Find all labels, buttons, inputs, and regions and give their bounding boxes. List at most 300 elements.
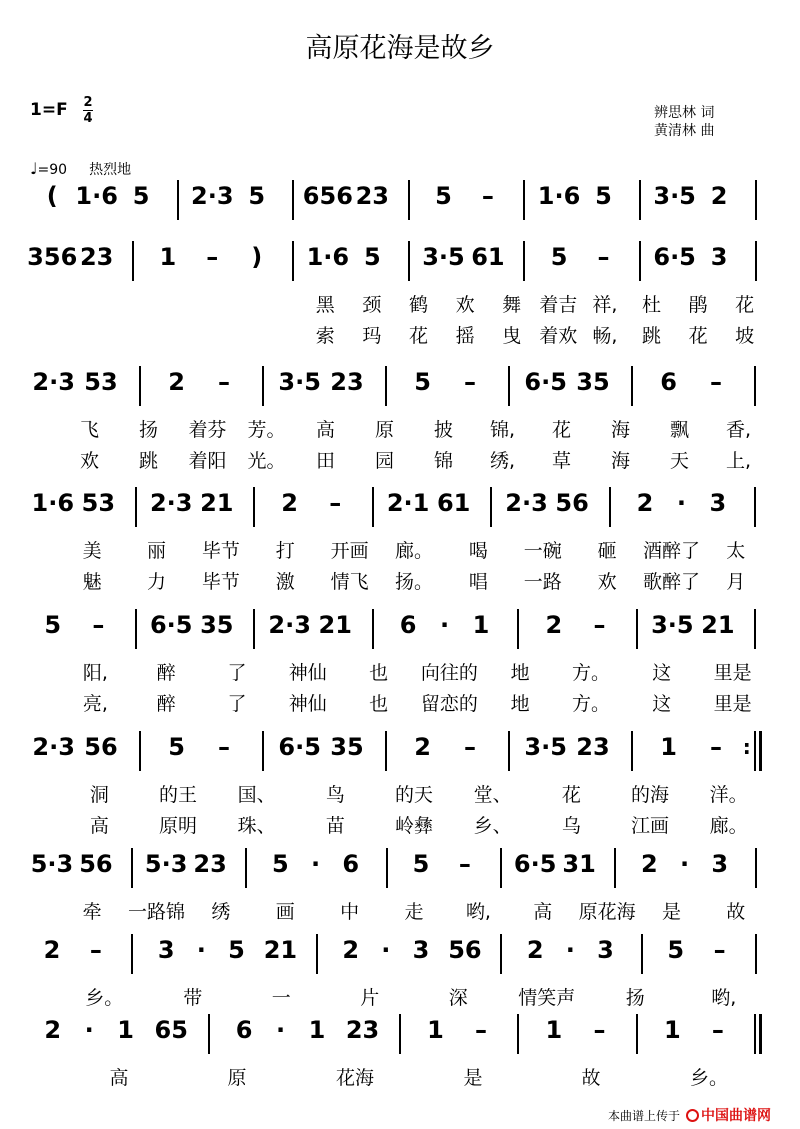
dash: – (217, 733, 230, 761)
note-group: 23 (330, 368, 364, 396)
lyric-word: 原 (227, 1067, 247, 1089)
note-group: 6·5 (513, 850, 557, 878)
lyric-word: 醉 (156, 693, 176, 715)
notes-row (0, 609, 800, 649)
lyric-word: 深 (448, 987, 468, 1009)
lyric-word: 向往的 (420, 662, 478, 684)
barline (262, 731, 264, 771)
barline (755, 848, 757, 888)
dash: – (597, 243, 610, 271)
note-group: 1 (663, 1016, 681, 1044)
lyric-word: 的天 (394, 784, 434, 806)
lyric-word: 索 (315, 325, 335, 347)
note-group: 2·3 (149, 489, 193, 517)
notes-row (0, 1014, 800, 1054)
note-group: · (310, 850, 321, 878)
lyric-line (0, 418, 800, 446)
note-group: 5 (435, 182, 452, 210)
lyric-word: 的海 (630, 784, 670, 806)
lyric-word: 欢 (455, 294, 475, 316)
lyric-word: 香, (725, 419, 752, 441)
note-group: 5 (363, 243, 381, 271)
barline (408, 180, 410, 220)
lyric-word: 摇 (455, 325, 475, 347)
barline (372, 487, 374, 527)
lyric-word: 一路 (523, 571, 562, 593)
barline (639, 241, 641, 281)
lyric-word: 锦 (433, 450, 454, 472)
time-signature-top: 2 (83, 95, 93, 110)
note-group: 23 (576, 733, 610, 761)
lyric-word: 洞 (89, 784, 109, 806)
note-group: 3 (711, 850, 729, 878)
lyric-word: 花 (735, 294, 755, 316)
lyric-word: 堂、 (473, 784, 512, 806)
note-group: 61 (436, 489, 471, 517)
lyric-word: 廊。 (709, 815, 748, 837)
barline (253, 609, 255, 649)
lyric-word: 江画 (630, 815, 670, 837)
lyric-word: 地 (510, 693, 530, 715)
note-group: 2 (43, 936, 61, 964)
barline (754, 609, 756, 649)
lyric-word: 杜 (641, 294, 662, 316)
lyric-word: 哟, (465, 901, 491, 923)
lyric-word: 玛 (362, 325, 382, 347)
lyric-word: 跳 (138, 450, 159, 472)
lyric-word: 花 (561, 784, 581, 806)
barline (508, 731, 510, 771)
dash: – (329, 489, 342, 517)
lyric-word: 扬。 (394, 571, 434, 593)
lyric-word: 岭彝 (394, 815, 434, 837)
lyric-word: 太 (726, 540, 746, 562)
lyric-word: 打 (275, 540, 295, 562)
note-group: 3·5 (422, 243, 465, 271)
note-group: 23 (193, 850, 227, 878)
note-group: 35 (576, 368, 610, 396)
note-group: · (275, 1016, 286, 1044)
lyric-word: 颈 (362, 294, 382, 316)
lyric-word: 画 (275, 901, 295, 923)
barline (755, 180, 757, 220)
note-group: 5 (228, 936, 245, 964)
note-group: 2·1 (386, 489, 430, 517)
note-group: 3·5 (653, 182, 696, 210)
lyric-word: 廊。 (394, 540, 434, 562)
lyric-word: 黑 (315, 294, 335, 316)
lyric-word: 高 (315, 419, 336, 441)
note-group: 2 (526, 936, 544, 964)
note-group: 5 (667, 936, 685, 964)
lyric-word: 芳。 (247, 419, 286, 441)
note-group: 3·5 (278, 368, 321, 396)
note-group: 3 (597, 936, 614, 964)
lyric-word: 阳, (82, 662, 108, 684)
barline (755, 934, 757, 974)
lyric-line (0, 1066, 800, 1094)
note-group: 2·3 (268, 611, 311, 639)
lyric-line (0, 324, 800, 352)
lyric-word: 高 (109, 1067, 129, 1089)
note-group: 2 (281, 489, 299, 517)
barline (135, 487, 137, 527)
lyric-word: 地 (510, 662, 530, 684)
lyric-word: 曳 (502, 325, 522, 347)
note-group: 6 (399, 611, 417, 639)
lyric-word: 方。 (571, 693, 611, 715)
lyric-word: 光。 (247, 450, 286, 472)
lyric-line (0, 900, 800, 928)
note-group: 3 (157, 936, 175, 964)
lyric-word: 乡。 (689, 1067, 729, 1089)
note-group: 2 (636, 489, 654, 517)
lyric-line (0, 986, 800, 1014)
lyric-word: 着芬 (188, 419, 227, 441)
lyric-word: 鸟 (325, 784, 345, 806)
lyric-word: 着欢 (539, 325, 578, 347)
note-group: 1 (545, 1016, 563, 1044)
note-group: 2 (545, 611, 563, 639)
lyric-word: 花 (551, 419, 572, 441)
note-group: 23 (345, 1016, 380, 1044)
lyric-word: 上, (725, 450, 752, 472)
lyric-word: 是 (661, 901, 681, 923)
note-group: 21 (263, 936, 298, 964)
barline (131, 934, 133, 974)
lyric-word: 一碗 (523, 540, 562, 562)
barline (614, 848, 616, 888)
lyric-line (0, 570, 800, 598)
lyric-line (0, 814, 800, 842)
notes-row (0, 180, 800, 220)
dash: – (593, 611, 606, 639)
lyric-word: 欢 (597, 571, 617, 593)
lyric-word: 乌 (561, 815, 581, 837)
barline (609, 487, 611, 527)
lyric-word: 园 (374, 450, 395, 472)
bracket: ( (46, 182, 58, 210)
lyric-word: 一路锦 (128, 901, 186, 923)
barline (636, 609, 638, 649)
lyric-line (0, 539, 800, 567)
note-group: · (84, 1016, 94, 1044)
lyric-word: 美 (82, 540, 102, 562)
lyric-word: 方。 (571, 662, 611, 684)
note-group: 1 (472, 611, 490, 639)
note-group: · (381, 936, 391, 964)
dash: – (92, 611, 105, 639)
note-group: 65 (154, 1016, 188, 1044)
barline (385, 731, 387, 771)
lyric-word: 绣 (211, 901, 231, 923)
dash: – (458, 850, 471, 878)
dash: – (463, 368, 476, 396)
lyric-word: 飞 (79, 419, 100, 441)
note-group: 53 (84, 368, 118, 396)
lyric-line (0, 661, 800, 689)
lyric-word: 洋。 (709, 784, 748, 806)
lyric-word: 片 (360, 987, 380, 1009)
lyric-word: 亮, (82, 693, 108, 715)
note-group: 5 (44, 611, 62, 639)
note-group: 5·3 (30, 850, 74, 878)
end-barline (754, 731, 756, 771)
composer-credit: 黄清林 曲 (654, 123, 715, 139)
site-logo-icon (686, 1109, 699, 1122)
dash: – (481, 182, 494, 210)
barline (517, 609, 519, 649)
lyric-word: 力 (147, 571, 167, 593)
lyric-word: 草 (551, 450, 572, 472)
lyric-word: 原明 (158, 815, 198, 837)
note-group: 3·5 (651, 611, 694, 639)
lyric-word: 国、 (237, 784, 276, 806)
note-group: 5 (412, 850, 430, 878)
dash: – (709, 368, 722, 396)
lyric-word: 跳 (641, 325, 662, 347)
lyric-word: 锦, (489, 419, 516, 441)
lyric-word: 醉 (156, 662, 176, 684)
lyric-word: 鹤 (408, 294, 429, 316)
lyric-word: 牵 (82, 901, 102, 923)
dash: – (593, 1016, 606, 1044)
note-group: 21 (701, 611, 735, 639)
note-group: 56 (448, 936, 482, 964)
note-group: 61 (471, 243, 505, 271)
note-group: 6·5 (149, 611, 193, 639)
barline (517, 1014, 519, 1054)
note-group: 5 (132, 182, 150, 210)
barline (316, 934, 318, 974)
note-group: 31 (562, 850, 596, 878)
barline (292, 241, 294, 281)
lyricist-credit: 辨思林 词 (654, 105, 715, 121)
note-group: 5 (272, 850, 289, 878)
barline (245, 848, 247, 888)
lyric-word: 也 (369, 693, 389, 715)
lyric-word: 的王 (158, 784, 198, 806)
lyric-word: 乡、 (473, 815, 512, 837)
tempo-marking (30, 159, 131, 179)
lyric-word: 酒醉了 (642, 540, 700, 562)
lyric-word: 珠、 (237, 815, 276, 837)
lyric-word: 神仙 (288, 693, 327, 715)
barline (385, 366, 387, 406)
lyric-word: 鹃 (688, 294, 708, 316)
lyric-word: 祥, (592, 294, 618, 316)
note-group: 2 (414, 733, 431, 761)
dash: – (206, 243, 219, 271)
lyric-word: 舞 (502, 294, 522, 316)
note-group: 1 (660, 733, 677, 761)
footer (608, 1105, 771, 1125)
note-group: 2 (44, 1016, 62, 1044)
note-group: 5·3 (144, 850, 188, 878)
barline (754, 366, 756, 406)
note-group: 6 (235, 1016, 253, 1044)
lyric-word: 唱 (468, 571, 488, 593)
lyric-line (0, 293, 800, 321)
barline (641, 934, 643, 974)
lyric-word: 原 (374, 419, 395, 441)
note-group: 2·3 (505, 489, 548, 517)
barline (754, 487, 756, 527)
barline (386, 848, 388, 888)
lyric-word: 乡。 (85, 987, 124, 1009)
note-group: 6·5 (653, 243, 696, 271)
lyric-word: 扬 (138, 419, 159, 441)
note-group: 2·3 (32, 368, 75, 396)
lyric-word: 留恋的 (420, 693, 478, 715)
note-group: 21 (318, 611, 352, 639)
dash: – (711, 1016, 724, 1044)
lyric-word: 苗 (325, 815, 345, 837)
repeat-dots: : (742, 735, 751, 759)
lyric-word: 高 (89, 815, 109, 837)
note-group: 5 (168, 733, 185, 761)
note-group: 5 (248, 182, 266, 210)
lyric-word: 高 (533, 901, 553, 923)
note-group: 1 (159, 243, 177, 271)
note-group: 3 (412, 936, 430, 964)
lyric-word: 月 (726, 571, 746, 593)
barline (490, 487, 492, 527)
barline (253, 487, 255, 527)
key-signature: 1=F (30, 100, 68, 120)
note-group: 3·5 (524, 733, 567, 761)
notes-row (0, 848, 800, 888)
dash: – (89, 936, 102, 964)
note-group: 2 (710, 182, 728, 210)
lyric-word: 了 (227, 693, 247, 715)
note-group: 2·3 (191, 182, 234, 210)
lyric-word: 这 (652, 662, 672, 684)
tempo-expression: 热烈地 (89, 162, 132, 178)
site-name: 中国曲谱网 (701, 1108, 772, 1124)
lyric-word: 坡 (735, 325, 755, 347)
lyric-word: 是 (463, 1067, 483, 1089)
end-barline-thick (759, 1014, 762, 1054)
lyric-word: 这 (652, 693, 672, 715)
end-barline-thick (759, 731, 762, 771)
lyric-line (0, 783, 800, 811)
note-group: 1 (427, 1016, 444, 1044)
lyric-word: 了 (227, 662, 247, 684)
end-barline (754, 1014, 756, 1054)
dash: – (713, 936, 726, 964)
lyric-word: 带 (183, 987, 203, 1009)
bracket: ) (251, 243, 263, 271)
barline (372, 609, 374, 649)
barline (523, 241, 525, 281)
lyric-word: 走 (404, 901, 424, 923)
barline (755, 241, 757, 281)
lyric-word: 哟, (711, 987, 737, 1009)
lyric-word: 海 (610, 419, 631, 441)
upload-text: 本曲谱上传于 (608, 1109, 681, 1123)
note-group: · (565, 936, 575, 964)
notes-row (0, 731, 800, 771)
lyric-word: 魅 (82, 571, 102, 593)
barline (139, 366, 141, 406)
note-group: 3 (710, 243, 728, 271)
note-group: 1 (308, 1016, 326, 1044)
note-group: · (676, 489, 686, 517)
notes-row (0, 934, 800, 974)
barline (135, 609, 137, 649)
note-group: · (439, 611, 450, 639)
lyric-word: 花 (688, 325, 708, 347)
lyric-word: 毕节 (201, 571, 240, 593)
note-group: · (679, 850, 690, 878)
lyric-line (0, 449, 800, 477)
lyric-word: 着阳 (188, 450, 227, 472)
lyric-word: 披 (433, 419, 454, 441)
note-group: 5 (595, 182, 612, 210)
note-group: 2 (342, 936, 360, 964)
lyric-word: 一 (271, 987, 291, 1009)
barline (523, 180, 525, 220)
lyric-word: 里是 (713, 662, 752, 684)
lyric-line (0, 692, 800, 720)
note-group: 53 (81, 489, 116, 517)
barline (631, 366, 633, 406)
time-signature-bottom: 4 (83, 111, 93, 126)
note-group: 35 (330, 733, 364, 761)
lyric-word: 着吉 (539, 294, 578, 316)
note-group: 6 (342, 850, 360, 878)
credits (654, 104, 714, 140)
lyric-word: 中 (340, 901, 360, 923)
note-group: 23 (355, 182, 390, 210)
note-group: 3 (709, 489, 727, 517)
note-group: · (196, 936, 206, 964)
lyric-word: 故 (581, 1067, 601, 1089)
note-group: 1·6 (31, 489, 75, 517)
note-group: 656 (302, 182, 353, 210)
note-group: 21 (200, 489, 234, 517)
lyric-word: 情笑声 (518, 987, 576, 1009)
note-group: 56 (84, 733, 118, 761)
lyric-word: 神仙 (288, 662, 327, 684)
barline (208, 1014, 210, 1054)
note-group: 35 (200, 611, 234, 639)
lyric-word: 砸 (597, 540, 617, 562)
note-group: 5 (550, 243, 568, 271)
barline (500, 934, 502, 974)
note-group: 356 (27, 243, 78, 271)
dash: – (709, 733, 722, 761)
lyric-word: 毕节 (201, 540, 240, 562)
note-group: 56 (79, 850, 113, 878)
lyric-word: 丽 (147, 540, 167, 562)
note-group: 1·6 (306, 243, 350, 271)
lyric-word: 欢 (79, 450, 100, 472)
lyric-word: 故 (726, 901, 746, 923)
lyric-word: 扬 (625, 987, 645, 1009)
note-group: 6·5 (278, 733, 321, 761)
note-group: 23 (79, 243, 114, 271)
lyric-word: 花海 (335, 1067, 375, 1089)
lyric-word: 田 (315, 450, 336, 472)
lyric-word: 情飞 (330, 571, 369, 593)
barline (500, 848, 502, 888)
barline (508, 366, 510, 406)
lyric-word: 天 (669, 450, 690, 472)
note-group: 56 (555, 489, 589, 517)
lyric-word: 喝 (468, 540, 488, 562)
